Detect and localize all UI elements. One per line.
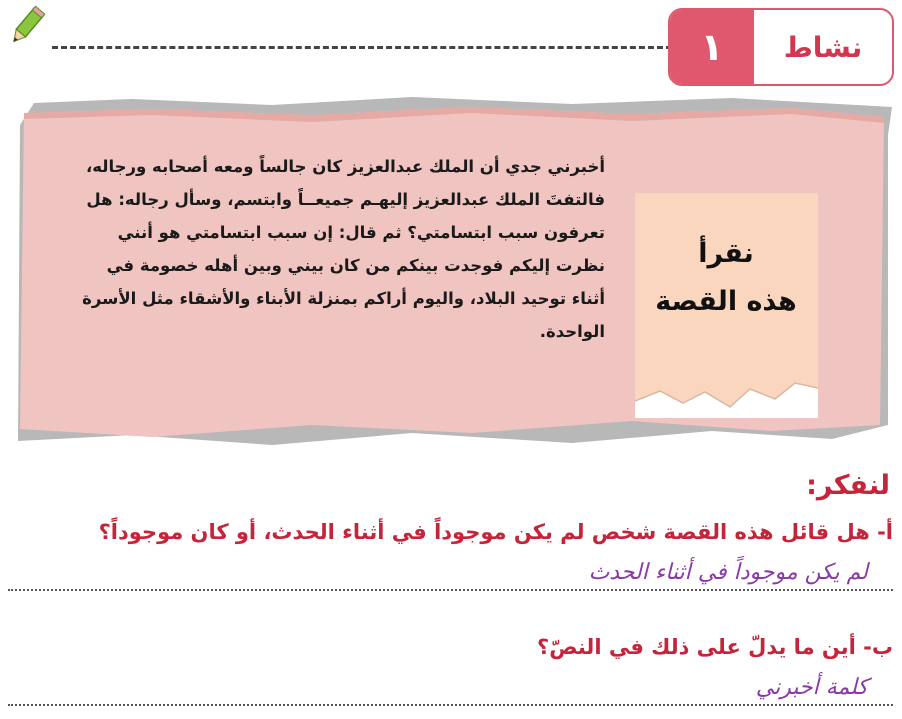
- answer-a[interactable]: لم يكن موجوداً في أثناء الحدث: [588, 560, 868, 585]
- read-card-line1: نقرأ: [698, 238, 754, 269]
- question-a: أ- هل قائل هذه القصة شخص لم يكن موجوداً في أثناء الحدث، أو كان موجوداً؟: [98, 520, 893, 544]
- read-card-line2: هذه القصة: [655, 286, 797, 317]
- dashed-divider: [52, 46, 672, 49]
- question-b: ب- أين ما يدلّ على ذلك في النصّ؟: [537, 635, 893, 659]
- answer-a-line: [8, 589, 893, 591]
- answer-b[interactable]: كلمة أخبرني: [755, 675, 868, 700]
- think-title: لنفكر:: [806, 470, 890, 501]
- activity-tab: [668, 8, 894, 86]
- activity-label: نشاط: [783, 30, 863, 64]
- story-text: أخبرني جدي أن الملك عبدالعزيز كان جالساً ومعه أصحابه ورجاله، فالتفتَ الملك عبدالعزيز إليهـم جميعــاً وابتسم، وسأل رجاله: هل تعرفون سبب ابتسامتي؟ ثم قال: إن سبب ابتسامتي هو أنني نظرت إليكم فوجدت بينكم من كان بيني وبين أهله خصومة في أثناء توحيد البلاد، واليوم أراكم بمنزلة الأبناء والأشقاء مثل الأسرة الواحدة.: [82, 157, 605, 341]
- answer-b-line: [8, 704, 893, 706]
- activity-number: ١: [670, 10, 754, 84]
- read-card-title: [640, 230, 812, 326]
- pencil-icon: [4, 5, 48, 49]
